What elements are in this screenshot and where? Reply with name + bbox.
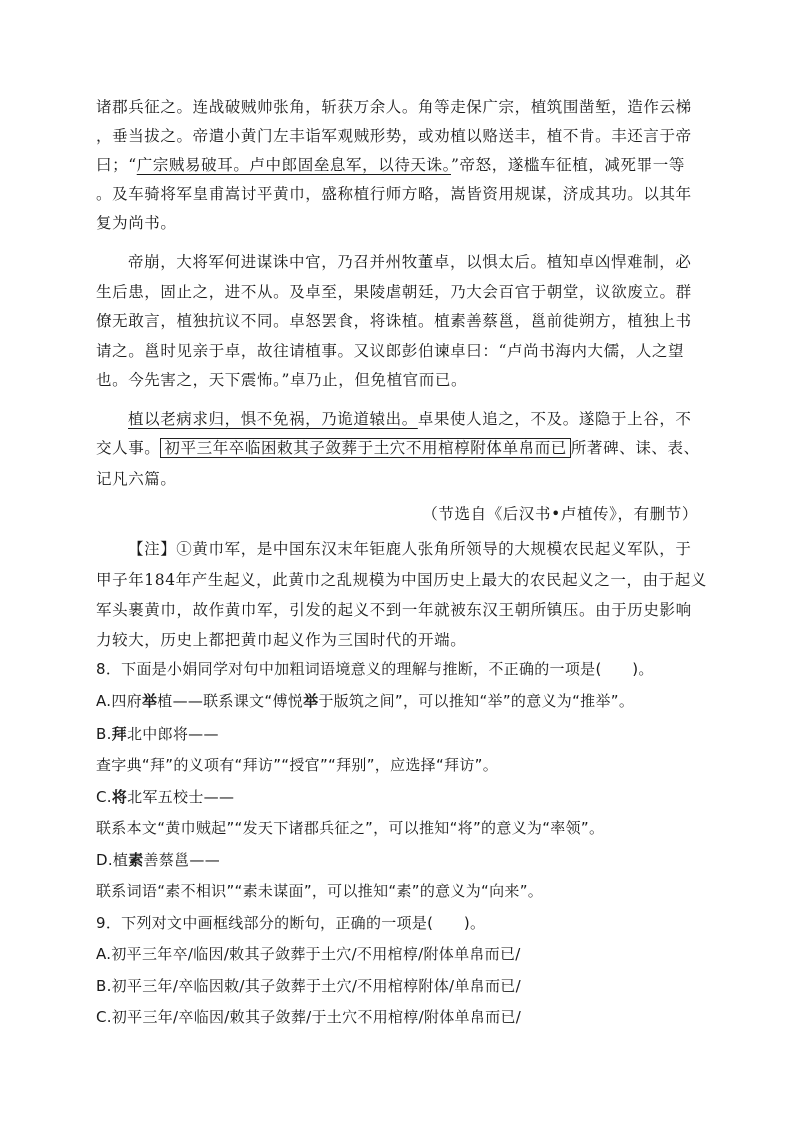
passage-line — [128, 408, 692, 430]
bold-word: 将 — [111, 788, 128, 806]
passage-line — [96, 154, 685, 176]
bold-word: 举 — [303, 692, 319, 710]
passage-text: 交人事。 — [96, 439, 161, 457]
question-8-option-c — [96, 786, 234, 808]
boxed-sentence: 初平三年卒临困敕其子敛葬于土穴不用棺椁附体单帛而已 — [160, 438, 571, 458]
passage-line: ，垂当拔之。帝遣小黄门左丰诣军观贼形势，或劝植以赂送丰，植不肯。丰还言于帝 — [96, 127, 692, 145]
question-8-stem: 8．下面是小娟同学对句中加粗词语境意义的理解与推断，不正确的一项是( )。 — [96, 660, 654, 678]
option-text: 北军五校士—— — [127, 788, 235, 806]
passage-line: 复为尚书。 — [96, 214, 177, 232]
passage-text: 曰；“ — [96, 156, 137, 174]
question-9-option-b: B.初平三年/卒临因敕/其子敛葬于土穴/不用棺椁附体/单帛而已/ — [96, 977, 521, 995]
question-9-stem: 9．下列对文中画框线部分的断句，正确的一项是( )。 — [96, 914, 486, 932]
passage-line: 生后患，固止之，进不从。及卓至，果陵虐朝廷，乃大会百官于朝堂，议欲废立。群 — [96, 283, 692, 301]
option-letter: B. — [96, 725, 112, 743]
passage-line: 诸郡兵征之。连战破贼帅张角，斩获万余人。角等走保广宗，植筑围凿堑，造作云梯 — [96, 98, 692, 116]
option-text: D.植 — [96, 851, 129, 869]
bold-word: 拜 — [111, 725, 127, 743]
passage-text: ”帝怒，遂槛车征植，减死罪一等 — [451, 156, 685, 174]
option-text: 于版筑之间”，可以推知“举”的意义为“推举”。 — [318, 692, 635, 710]
question-8-option-d — [96, 849, 220, 871]
option-text: 善蔡邕—— — [143, 851, 221, 869]
source-citation: （节选自《后汉书•卢植传》，有删节） — [422, 505, 698, 523]
passage-line: 也。今先害之，天下震怖。”卓乃止，但免植官而已。 — [96, 371, 468, 389]
passage-line: 记凡六篇。 — [96, 470, 177, 488]
passage-line: 请之。邕时见亲于卓，故往请植事。又议郎彭伯谏卓曰：“卢尚书海内大儒，人之望 — [96, 342, 685, 360]
option-text: 北中郎将—— — [126, 725, 219, 743]
passage-line: 僚无敢言，植独抗议不同。卓怒罢食，将诛植。植素善蔡邕，邕前徙朔方，植独上书 — [96, 312, 692, 330]
note-line: 军头裹黄巾，故作黄巾军，引发的起义不到一年就被东汉王朝所镇压。由于历史影响 — [96, 601, 692, 619]
option-text: A.四府 — [96, 692, 142, 710]
note-line: 甲子年184年产生起义，此黄巾之乱规模为中国历史上最大的农民起义之一，由于起义 — [96, 571, 707, 589]
question-8-option-c-explanation: 联系本文“黄巾贼起”“发天下诸郡兵征之”，可以推知“将”的意义为“率领”。 — [96, 819, 605, 837]
bold-word: 素 — [128, 851, 144, 869]
passage-text: 卓果使人追之，不及。遂隐于上谷，不 — [417, 410, 692, 428]
passage-line: 帝崩，大将军何进谋诛中官，乃召并州牧董卓，以惧太后。植知卓凶悍难制，必 — [128, 253, 692, 271]
question-9-option-a: A.初平三年卒/临因/敕其子敛葬于土穴/不用棺椁/附体单帛而已/ — [96, 945, 521, 963]
underlined-sentence: 植以老病求归，惧不免祸，乃诡道辕出。 — [128, 410, 418, 428]
note-line: 力较大，历史上都把黄巾起义作为三国时代的开端。 — [96, 631, 467, 649]
question-8-option-a — [96, 690, 634, 712]
option-text: 植——联系课文“傅悦 — [157, 692, 304, 710]
option-text: C. — [96, 788, 112, 806]
bold-word: 举 — [141, 692, 158, 710]
question-9-option-c: C.初平三年/卒临因/敕其子敛葬/于土穴不用棺椁/附体单帛而已/ — [96, 1008, 522, 1026]
question-8-option-d-explanation: 联系词语“素不相识”“素未谋面”，可以推知“素”的意义为“向来”。 — [96, 882, 544, 900]
note-line: 【注】①黄巾军，是中国东汉末年钜鹿人张角所领导的大规模农民起义军队，于 — [128, 540, 692, 558]
passage-line: 。及车骑将军皇甫嵩讨平黄巾，盛称植行师方略，嵩皆资用规谋，济成其功。以其年 — [96, 185, 692, 203]
passage-line — [96, 437, 700, 459]
question-8-option-b — [96, 723, 219, 745]
underlined-sentence: 广宗贼易破耳。卢中郎固垒息军，以待天诛。 — [136, 156, 451, 174]
passage-text: 所著碑、诔、表、 — [570, 439, 700, 457]
question-8-option-b-explanation: 查字典“拜”的义项有“拜访”“授官”“拜别”，应选择“拜访”。 — [96, 756, 499, 774]
